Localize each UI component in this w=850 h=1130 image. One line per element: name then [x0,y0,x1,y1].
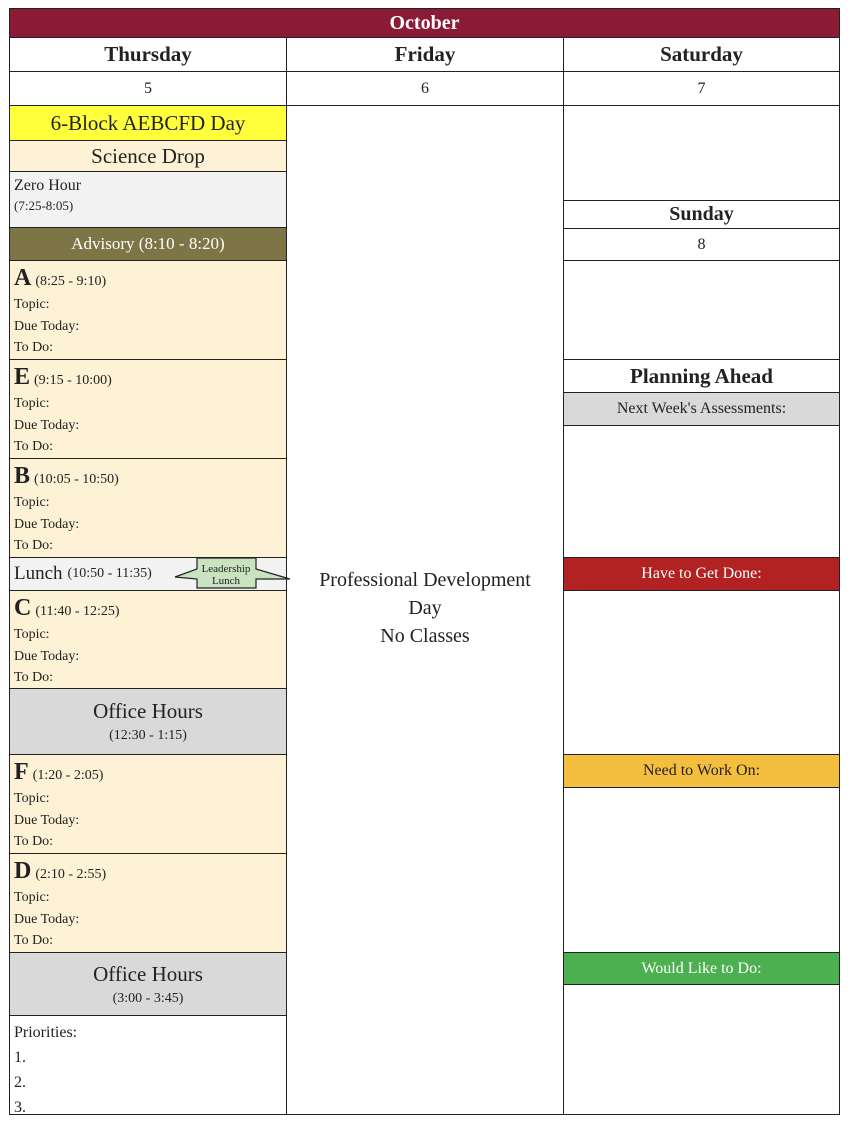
block-letter: F [14,759,29,785]
block-letter: B [14,463,31,489]
day-header-saturday: Saturday [563,37,840,72]
drop-banner: Science Drop [9,140,287,172]
saturday-body [563,105,840,201]
priorities-label: Priorities: [14,1024,78,1041]
month-header: October [9,8,840,38]
priority-item: 3. [14,1099,26,1116]
block-due-today: Due Today: [14,516,80,532]
block-to-do: To Do: [14,439,54,454]
block-time: (8:25 - 9:10) [35,274,107,289]
block-to-do: To Do: [14,538,54,553]
block-to-do: To Do: [14,670,54,685]
have-to-get-done-body [563,590,840,755]
block-topic: Topic: [14,297,50,312]
block-topic: Topic: [14,396,50,411]
block-due-today: Due Today: [14,648,80,664]
office-hours-2 [9,952,287,1016]
need-to-work-on-header: Need to Work On: [563,754,840,788]
day-number-thursday: 5 [9,71,287,106]
block-b [9,458,287,558]
office-hours-1 [9,688,287,755]
block-time: (2:10 - 2:55) [35,867,107,882]
planning-ahead-title: Planning Ahead [563,359,840,393]
office-hours-time: (3:00 - 3:45) [112,990,184,1006]
block-to-do: To Do: [14,340,54,355]
priority-item: 1. [14,1049,26,1066]
block-time: (9:15 - 10:00) [34,373,112,388]
priority-item: 2. [14,1074,26,1091]
day-header-friday: Friday [286,37,564,72]
block-topic: Topic: [14,495,50,510]
zero-hour-cell [9,171,287,228]
priorities-cell [9,1015,287,1115]
would-like-to-do-header: Would Like to Do: [563,952,840,985]
block-e [9,359,287,459]
need-to-work-on-body [563,787,840,953]
office-hours-time: (12:30 - 1:15) [109,728,187,743]
block-letter: D [14,858,32,884]
friday-note [290,566,560,650]
block-time: (10:05 - 10:50) [34,472,119,487]
block-c [9,590,287,689]
lunch-time: (10:50 - 11:35) [67,566,152,581]
block-to-do: To Do: [14,933,54,948]
block-letter: A [14,265,32,291]
block-topic: Topic: [14,791,50,806]
have-to-get-done-header: Have to Get Done: [563,557,840,591]
block-time: (11:40 - 12:25) [35,604,120,619]
block-due-today: Due Today: [14,911,80,927]
block-topic: Topic: [14,627,50,642]
block-to-do: To Do: [14,834,54,849]
block-topic: Topic: [14,890,50,905]
office-hours-label: Office Hours [93,699,203,723]
day-header-sunday: Sunday [563,200,840,229]
block-f [9,754,287,854]
day-header-thursday: Thursday [9,37,287,72]
block-a [9,260,287,360]
block-due-today: Due Today: [14,812,80,828]
would-like-to-do-body [563,984,840,1115]
block-due-today: Due Today: [14,417,80,433]
friday-note-line: Day [408,597,442,619]
zero-hour-time: (7:25-8:05) [14,198,74,213]
office-hours-label: Office Hours [93,961,203,986]
friday-note-line: No Classes [380,625,470,647]
friday-note-line: Professional Development [319,569,531,591]
next-week-assessments-body [563,425,840,558]
lunch-label: Lunch [14,563,63,584]
day-number-friday: 6 [286,71,564,106]
day-number-sunday: 8 [563,228,840,261]
advisory-banner: Advisory (8:10 - 8:20) [9,227,287,261]
day-number-saturday: 7 [563,71,840,106]
block-time: (1:20 - 2:05) [32,768,104,783]
leadership-lunch-label: Leadership Lunch [201,563,251,587]
block-due-today: Due Today: [14,318,80,334]
block-letter: C [14,595,32,621]
sunday-body [563,260,840,360]
day-type-banner: 6-Block AEBCFD Day [9,105,287,141]
block-d [9,853,287,953]
next-week-assessments-header: Next Week's Assessments: [563,392,840,426]
block-letter: E [14,364,31,390]
zero-hour-label: Zero Hour [14,177,82,194]
